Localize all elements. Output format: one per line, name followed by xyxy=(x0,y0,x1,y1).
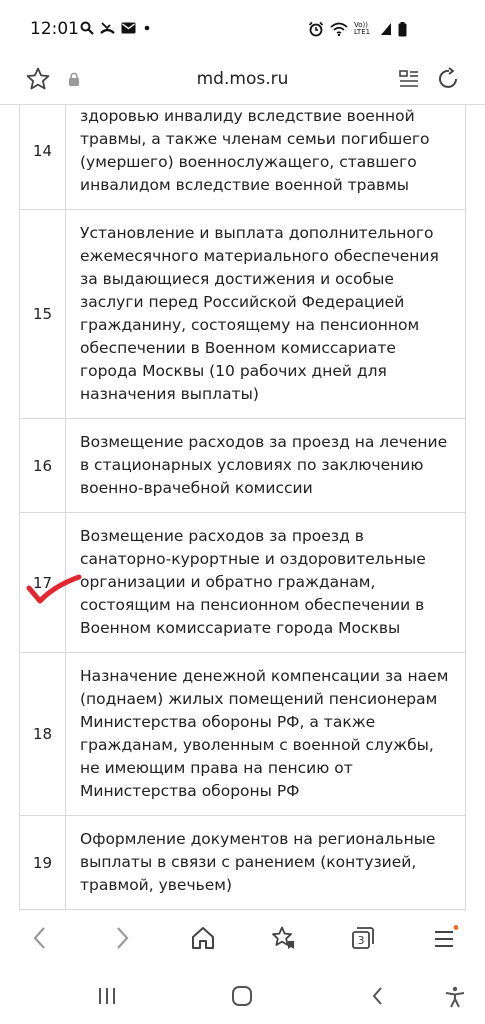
lte-label: Vo)) LTE1 xyxy=(354,21,371,36)
row-number: 18 xyxy=(20,653,66,815)
bookmarks-icon[interactable] xyxy=(270,925,298,951)
recent-apps-icon[interactable] xyxy=(96,985,118,1007)
status-time: 12:01 xyxy=(30,19,79,39)
wifi-icon xyxy=(330,22,348,36)
page-content[interactable] xyxy=(0,105,485,911)
system-back-icon[interactable] xyxy=(368,985,388,1007)
tab-count: 3 xyxy=(357,934,365,947)
signal-icon xyxy=(380,22,392,36)
row-number: 15 xyxy=(20,210,66,418)
table-row xyxy=(20,653,465,816)
services-table xyxy=(19,105,466,911)
battery-icon xyxy=(398,22,407,37)
red-checkmark-icon xyxy=(26,574,82,606)
forward-icon[interactable] xyxy=(112,925,132,951)
home-icon[interactable] xyxy=(190,925,216,951)
row-number: 14 xyxy=(20,105,66,209)
row-number: 19 xyxy=(20,816,66,909)
reload-icon[interactable] xyxy=(435,66,461,92)
table-row xyxy=(20,210,465,419)
alarm-icon xyxy=(308,21,324,37)
url-text[interactable]: md.mos.ru xyxy=(196,69,289,89)
reader-mode-icon[interactable] xyxy=(398,68,420,90)
row-description: Возмещение расходов за проезд в санаторно-курортные и оздоровительные организации и обратно гражданам, состоящим на пенсионном обеспечении в Военном комиссариате города Москвы xyxy=(80,527,426,637)
table-row xyxy=(20,816,465,910)
row-description: Возмещение расходов за проезд на лечение в стационарных условиях по заключению военно-врачебной комиссии xyxy=(80,433,448,497)
system-navigation-bar xyxy=(0,969,485,1024)
table-row xyxy=(20,513,465,653)
accessibility-icon[interactable] xyxy=(443,985,467,1009)
search-icon xyxy=(80,21,94,35)
status-bar xyxy=(0,0,485,58)
browser-bottom-toolbar xyxy=(0,911,485,969)
table-row xyxy=(20,419,465,513)
menu-button[interactable] xyxy=(432,925,458,951)
row-description: Оформление документов на региональные выплаты в связи с ранением (контузией, травмой, увечьем) xyxy=(80,830,436,894)
back-icon[interactable] xyxy=(30,925,50,951)
hamburger-menu-icon xyxy=(432,925,458,951)
tabs-button[interactable] xyxy=(350,925,376,951)
row-description: здоровью инвалиду вследствие военной травмы, а также членам семьи погибшего (умершего) военнослужащего, ставшего инвалидом вследствие военной травмы xyxy=(80,107,430,194)
row-description: Назначение денежной компенсации за наем (поднаем) жилых помещений пенсионерам Министерства обороны РФ, а также гражданам, уволенным с военной службы, не имеющим права на пенсию от Министерства обороны РФ xyxy=(80,667,449,800)
home-button-icon[interactable] xyxy=(230,985,254,1007)
table-row xyxy=(20,105,465,210)
browser-address-bar[interactable] xyxy=(0,58,485,102)
row-number: 17 xyxy=(20,513,66,652)
mail-icon xyxy=(121,22,136,34)
row-description: Установление и выплата дополнительного ежемесячного материального обеспечения за выдающиеся достижения и особые заслуги перед Российской Федерацией гражданину, состоящему на пенсионном обеспечении в Военном комиссариате города Москвы (10 рабочих дней для назначения выплаты) xyxy=(80,224,439,403)
missed-call-icon xyxy=(100,21,115,35)
row-number: 16 xyxy=(20,419,66,512)
dot-icon xyxy=(142,23,152,33)
